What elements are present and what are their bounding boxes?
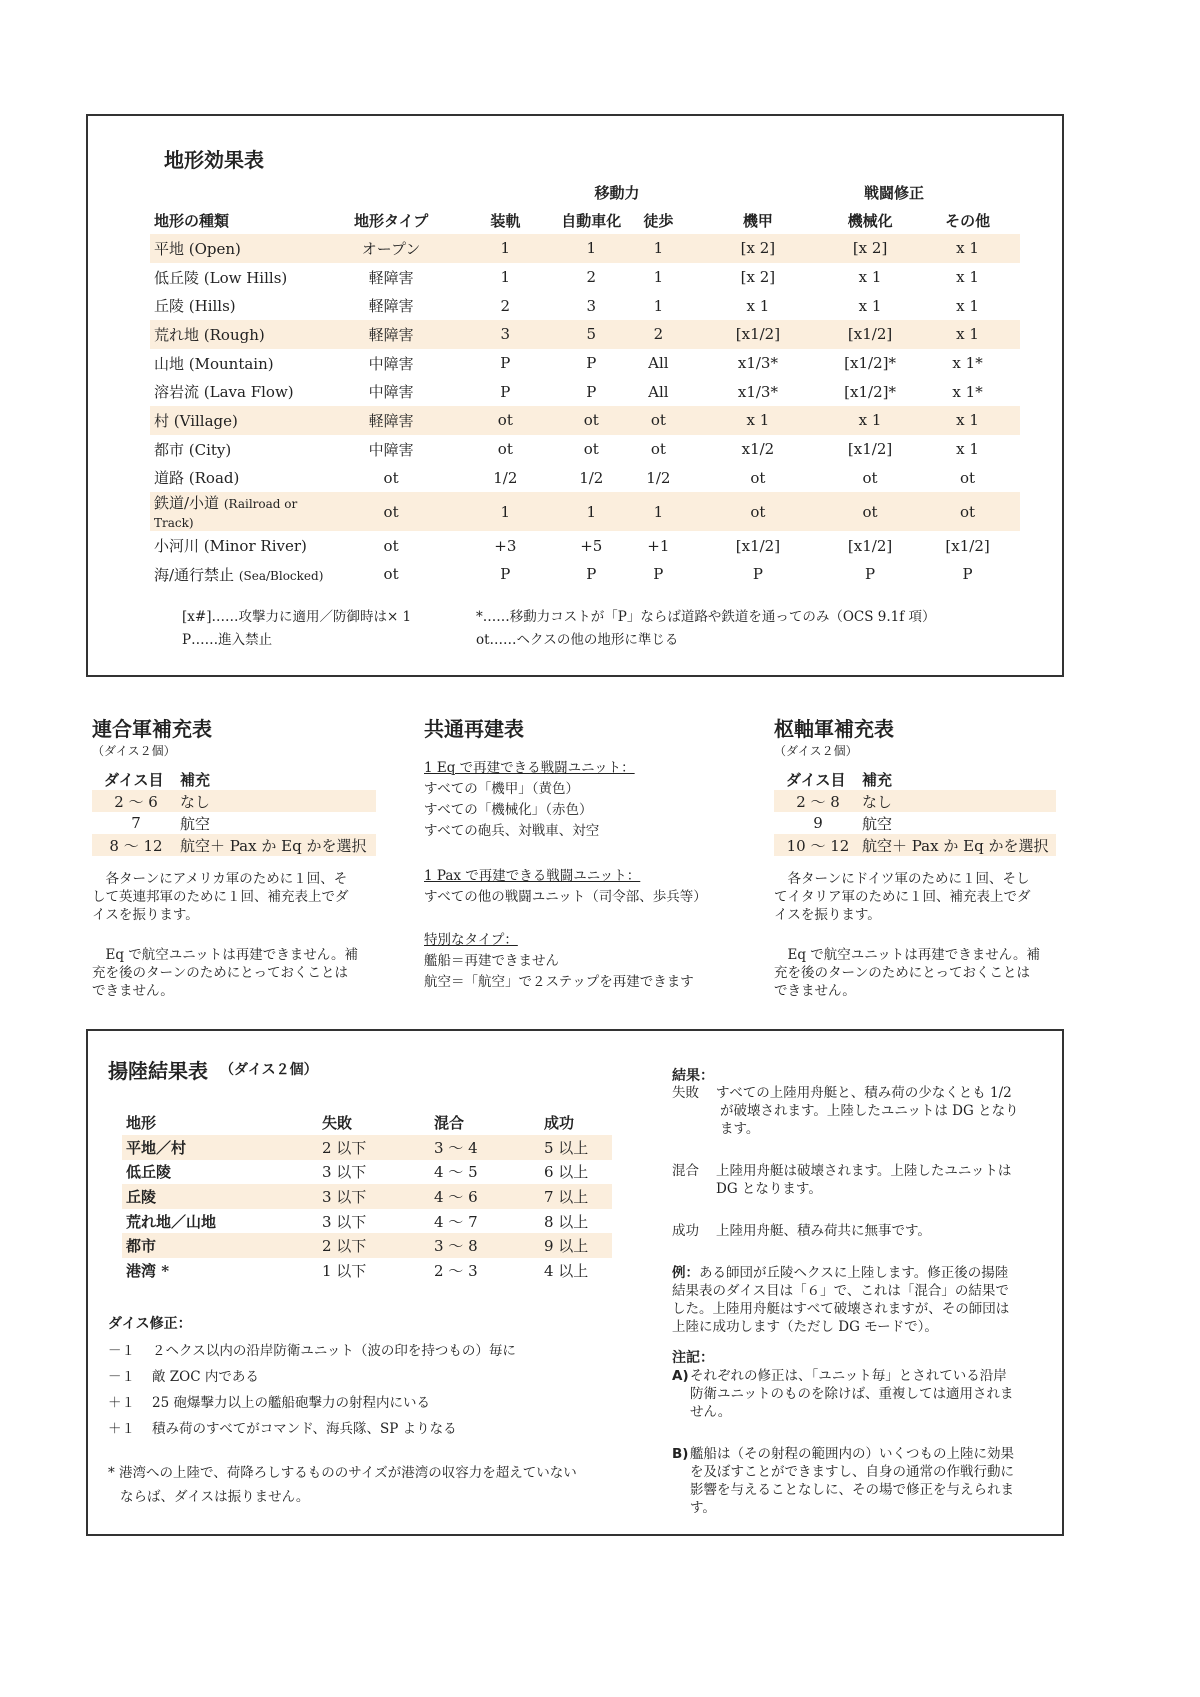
terrain-name: 平地 (Open) (154, 239, 241, 258)
table-cell: P (865, 565, 876, 584)
text-line: 各ターンにアメリカ軍のために１回、そ (105, 871, 348, 887)
table-row (150, 492, 1020, 531)
success-cell: 4 以上 (544, 1261, 589, 1280)
modifier-text: 25 砲爆撃力以上の艦船砲撃力の射程内にいる (152, 1395, 430, 1411)
text-line: それぞれの修正は、「ユニット毎」とされている沿岸 (690, 1368, 1007, 1384)
table-cell: x 1 (956, 440, 979, 459)
table-row (150, 464, 1020, 493)
table-cell: 軽障害 (368, 268, 414, 287)
table-cell: [x 2] (852, 239, 888, 258)
table-cell: オープン (361, 239, 421, 258)
result-success (672, 1222, 931, 1240)
table-cell: 2 (586, 268, 597, 287)
terrain-effects-chart (86, 114, 1064, 677)
common-eq-section (424, 758, 635, 842)
replacement-header: 補充 (180, 770, 211, 789)
text-line: して英連邦軍のために１回、補充表上でダ (92, 889, 349, 905)
modifier-text: 敵 ZOC 内である (152, 1369, 259, 1385)
text-line: せん。 (690, 1404, 732, 1420)
terrain-name: 丘陵 (Hills) (154, 297, 236, 316)
die-header: ダイス目 (786, 770, 846, 789)
text-line: できません。 (92, 983, 174, 999)
table-row (150, 291, 1020, 320)
text-line: 上陸用舟艇は破壊されます。上陸したユニットは (716, 1163, 1012, 1179)
mix-cell: 2 〜 3 (434, 1261, 478, 1280)
table-cell: 1/2 (646, 468, 671, 487)
col-header: 自動車化 (561, 211, 622, 230)
modifier-text: ２ヘクス以内の沿岸防衛ユニット（波の印を持つもの）毎に (152, 1343, 516, 1359)
col-header: 地形の種類 (154, 211, 230, 230)
table-cell: x 1* (952, 382, 983, 401)
text-line: 充を後のターンのためにとっておくことは (92, 965, 348, 981)
die-cell: 7 (131, 814, 141, 832)
table-row (122, 1233, 612, 1258)
table-cell: P (500, 354, 511, 373)
axis-paragraph-2 (774, 946, 1040, 1000)
table-row (122, 1258, 612, 1283)
special-heading: 特別なタイプ： (424, 932, 518, 948)
table-cell: x 1 (746, 411, 770, 430)
modifier-row (108, 1339, 516, 1359)
table-cell: [x1/2] (847, 440, 893, 459)
example-text: ある師団が丘陵ヘクスに上陸します。修正後の揚陸 (699, 1265, 1009, 1281)
table-cell: ot (383, 468, 399, 487)
col-header: 混合 (434, 1113, 465, 1132)
success-cell: 6 以上 (544, 1163, 589, 1182)
terrain-name (150, 492, 328, 531)
table-cell: P (752, 565, 763, 584)
table-cell: ot (583, 411, 599, 430)
mix-label: 混合 (672, 1163, 699, 1179)
success-label: 成功 (672, 1223, 699, 1239)
table-cell: x 1 (858, 296, 882, 315)
table-cell: [x1/2]* (844, 354, 896, 373)
die-cell: 8 〜 12 (109, 836, 163, 855)
text-line: 航空＝「航空」で２ステップを再建できます (424, 974, 694, 990)
table-row (150, 435, 1020, 464)
text-line: 防衛ユニットのものを除けば、重複しては適用されま (690, 1386, 1014, 1402)
table-row (150, 406, 1020, 435)
fail-cell: 3 以下 (322, 1163, 367, 1182)
table-cell: 3 (500, 325, 511, 344)
modifier-row (108, 1417, 457, 1437)
modifier-value: －１ (108, 1369, 135, 1385)
text-line: 上陸用舟艇、積み荷共に無事です。 (716, 1223, 931, 1239)
terrain-name: 道路 (Road) (154, 469, 240, 488)
text-line: 艦船＝再建できません (424, 953, 559, 969)
axis-dice-note: （ダイス２個） (774, 744, 858, 758)
port-footnote (108, 1461, 577, 1509)
axis-replacement-title: 枢軸軍補充表 (774, 717, 894, 741)
footnote-ot: ot……ヘクスの他の地形に準じる (476, 632, 679, 648)
allied-replacement-table (92, 768, 376, 856)
text-line: すべての他の戦闘ユニット（司令部、歩兵等） (424, 889, 707, 905)
col-header: 機械化 (847, 211, 893, 230)
fail-cell: 1 以下 (322, 1261, 367, 1280)
col-header: 地形 (126, 1113, 157, 1132)
text-line: * 港湾への上陸で、荷降ろしするもののサイズが港湾の収容力を超えていない (108, 1465, 577, 1481)
table-row (122, 1160, 612, 1185)
terrain-cell: 都市 (126, 1237, 157, 1256)
die-cell: 2 〜 6 (114, 792, 158, 811)
modifier-row (108, 1391, 430, 1411)
table-cell: x 1 (746, 296, 770, 315)
result-cell: 航空 (862, 814, 893, 833)
terrain-cell: 平地／村 (126, 1138, 187, 1157)
table-cell: 3 (586, 296, 597, 315)
table-cell: ot (960, 502, 976, 521)
die-header: ダイス目 (104, 770, 164, 789)
table-cell: P (962, 565, 973, 584)
result-fail (672, 1084, 1019, 1138)
table-cell: +1 (647, 536, 670, 555)
table-cell: 1 (586, 239, 597, 258)
terrain-name: 溶岩流 (Lava Flow) (154, 383, 294, 402)
text-line: Eq で航空ユニットは再建できません。補 (787, 947, 1041, 963)
table-cell: P (586, 382, 597, 401)
terrain-header-row (150, 206, 1020, 234)
text-line: 影響を与えることなしに、その場で修正を与えられま (690, 1482, 1014, 1498)
table-cell: ot (650, 411, 666, 430)
table-row (774, 790, 1056, 812)
results-title: 結果： (672, 1068, 714, 1084)
text-line: できません。 (774, 983, 856, 999)
table-row (92, 834, 376, 856)
common-special-section (424, 930, 694, 993)
eq-heading: 1 Eq で再建できる戦闘ユニット： (424, 760, 635, 776)
table-row (122, 1135, 612, 1160)
landing-title: 揚陸結果表 (108, 1059, 208, 1083)
terrain-name-main: 鉄道/小道 (154, 494, 220, 513)
movement-group-header: 移動力 (594, 184, 640, 202)
table-cell: P (500, 565, 511, 584)
text-line: イスを振ります。 (774, 907, 881, 923)
table-cell: 2 (653, 325, 664, 344)
table-cell: 軽障害 (368, 325, 414, 344)
combat-group-header: 戦闘修正 (863, 184, 924, 202)
result-cell: 航空 (180, 814, 211, 833)
col-header: 地形タイプ (353, 211, 429, 230)
table-cell: [x1/2] (735, 536, 781, 555)
table-cell: x1/3* (737, 354, 778, 373)
terrain-name-english: (Sea/Blocked) (238, 568, 324, 583)
text-line: てイタリア軍のために１回、補充表上でダ (774, 889, 1031, 905)
mix-cell: 3 〜 8 (434, 1237, 478, 1256)
common-rebuild-title: 共通再建表 (424, 717, 524, 741)
table-cell: 中障害 (368, 383, 414, 402)
footnote-p: P……進入禁止 (182, 632, 273, 648)
terrain-name: 低丘陵 (Low Hills) (154, 268, 288, 287)
table-cell: x 1 (858, 268, 882, 287)
terrain-cell: 丘陵 (126, 1187, 157, 1206)
success-cell: 9 以上 (544, 1237, 589, 1256)
table-cell: 1 (653, 268, 664, 287)
fail-cell: 2 以下 (322, 1237, 367, 1256)
table-cell: [x1/2] (945, 536, 990, 555)
text-line: 充を後のターンのためにとっておくことは (774, 965, 1030, 981)
mix-cell: 4 〜 5 (434, 1163, 478, 1182)
example-label: 例： (672, 1265, 699, 1281)
success-cell: 7 以上 (544, 1187, 589, 1206)
table-row (150, 320, 1020, 349)
terrain-cell: 港湾 * (126, 1261, 170, 1280)
text-line: すべての上陸用舟艇と、積み荷の少なくとも 1/2 (716, 1085, 1012, 1101)
text-line: イスを振ります。 (92, 907, 199, 923)
example-paragraph (672, 1264, 1044, 1336)
footnote-star: *……移動力コストが「P」ならば道路や鉄道を通ってのみ（OCS 9.1f 項） (476, 609, 936, 625)
result-cell: 航空＋ Pax か Eq かを選択 (862, 836, 1049, 855)
result-cell: なし (180, 792, 211, 811)
table-row (150, 263, 1020, 292)
fail-cell: 3 以下 (322, 1212, 367, 1231)
note-a-label: A) (672, 1368, 689, 1384)
landing-table (122, 1109, 612, 1283)
table-row (150, 531, 1020, 560)
col-header: 成功 (544, 1113, 575, 1132)
table-cell: x 1 (956, 239, 979, 258)
axis-paragraph-1 (774, 870, 1031, 924)
allied-replacement-title: 連合軍補充表 (92, 717, 212, 741)
footnote-xhash: [x#]……攻撃力に適用／防御時は× 1 (182, 609, 412, 625)
note-a-text (690, 1367, 1013, 1421)
mix-cell: 3 〜 4 (434, 1138, 478, 1157)
col-header: 機甲 (742, 211, 773, 230)
table-row (774, 834, 1056, 856)
text-line (672, 1264, 1044, 1282)
allied-dice-note: （ダイス２個） (92, 744, 176, 758)
col-header: 徒歩 (643, 211, 674, 230)
table-header-row (92, 768, 376, 790)
table-cell: [x 2] (740, 268, 776, 287)
result-cell: 航空＋ Pax か Eq かを選択 (180, 836, 367, 855)
note-b-label: B) (672, 1446, 689, 1462)
table-cell: 2 (500, 296, 511, 315)
text-line: 結果表のダイス目は「６」で、これは「混合」の結果で (672, 1283, 1009, 1299)
text-line: ます。 (720, 1121, 760, 1137)
terrain-cell: 低丘陵 (126, 1163, 172, 1182)
table-cell: ot (862, 502, 878, 521)
table-cell: ot (497, 411, 513, 430)
terrain-name: 村 (Village) (154, 411, 238, 430)
table-row (122, 1209, 612, 1234)
table-cell: 中障害 (368, 354, 414, 373)
mix-text (716, 1162, 1011, 1198)
landing-dice-note: （ダイス２個） (220, 1062, 318, 1078)
table-cell: 1 (500, 268, 511, 287)
table-cell: 1 (586, 502, 597, 521)
text-line: 上陸に成功します（ただし DG モードで）。 (672, 1319, 938, 1335)
fail-cell: 2 以下 (322, 1138, 367, 1157)
die-cell: 10 〜 12 (786, 836, 850, 855)
text-line: Eq で航空ユニットは再建できません。補 (105, 947, 359, 963)
table-cell: [x 2] (740, 239, 776, 258)
note-b (672, 1445, 1014, 1517)
fail-text (716, 1084, 1019, 1138)
replacement-header: 補充 (862, 770, 893, 789)
modifier-value: －１ (108, 1343, 135, 1359)
terrain-name: 都市 (City) (154, 440, 232, 459)
allied-paragraph-2 (92, 946, 358, 1000)
table-cell: x 1 (956, 296, 979, 315)
note-a (672, 1367, 1013, 1421)
table-cell: x 1* (952, 354, 983, 373)
table-cell: P (586, 565, 597, 584)
terrain-name (150, 560, 328, 589)
table-header-row (122, 1109, 612, 1135)
terrain-name-english: (Railroad or Track) (154, 497, 298, 531)
table-cell: [x1/2] (735, 325, 781, 344)
table-cell: P (653, 565, 664, 584)
table-row (150, 234, 1020, 263)
table-cell: x 1 (956, 411, 979, 430)
table-cell: x1/3* (737, 382, 778, 401)
terrain-table (150, 206, 1020, 589)
table-cell: x 1 (956, 268, 979, 287)
table-cell: 1 (653, 502, 664, 521)
table-cell: ot (583, 440, 599, 459)
table-cell: [x1/2] (847, 536, 893, 555)
text-line: すべての砲兵、対戦車、対空 (424, 823, 600, 839)
table-header-row (774, 768, 1056, 790)
table-cell: All (648, 382, 669, 401)
terrain-name: 小河川 (Minor River) (154, 537, 307, 556)
table-cell: ot (862, 468, 878, 487)
table-cell: 1 (653, 296, 664, 315)
terrain-name: 山地 (Mountain) (154, 354, 274, 373)
common-pax-section (424, 866, 707, 908)
die-cell: 9 (813, 814, 823, 832)
table-cell: 1/2 (579, 468, 604, 487)
text-line: を及ぼすことができますし、自身の通常の作戦行動に (690, 1464, 1014, 1480)
table-cell: P (500, 382, 511, 401)
table-row (774, 812, 1056, 834)
table-row (122, 1184, 612, 1209)
table-cell: [x1/2] (847, 325, 893, 344)
text-line: が破壊されます。上陸したユニットは DG となり (720, 1103, 1019, 1119)
allied-paragraph-1 (92, 870, 349, 924)
table-cell: 中障害 (368, 440, 414, 459)
table-cell: 1 (653, 239, 664, 258)
notes-title: 注記： (672, 1350, 714, 1366)
text-line: す。 (690, 1500, 716, 1516)
col-header: その他 (945, 211, 991, 230)
table-cell: All (648, 354, 669, 373)
table-cell: 軽障害 (368, 297, 414, 316)
result-mix (672, 1162, 1011, 1198)
result-cell: なし (862, 792, 893, 811)
pax-heading: 1 Pax で再建できる戦闘ユニット： (424, 868, 641, 884)
table-cell: P (586, 354, 597, 373)
modifier-text: 積み荷のすべてがコマンド、海兵隊、SP よりなる (152, 1421, 457, 1437)
mix-cell: 4 〜 6 (434, 1187, 478, 1206)
table-cell: x1/2 (741, 440, 775, 459)
text-line: した。上陸用舟艇はすべて破壊されますが、その師団は (672, 1301, 1010, 1317)
table-cell: ot (750, 502, 766, 521)
die-modifier-title: ダイス修正： (108, 1316, 192, 1332)
table-cell: ot (750, 468, 766, 487)
table-cell: x 1 (858, 411, 882, 430)
fail-label: 失敗 (672, 1085, 699, 1101)
landing-results-chart (86, 1029, 1064, 1536)
axis-replacement-table (774, 768, 1056, 856)
terrain-name-main: 海/通行禁止 (154, 565, 235, 584)
col-header: 失敗 (322, 1113, 353, 1132)
table-row (150, 349, 1020, 378)
table-cell: +5 (580, 536, 603, 555)
table-cell: ot (383, 502, 399, 521)
text-line: ならば、ダイスは振りません。 (120, 1489, 310, 1505)
success-cell: 5 以上 (544, 1138, 589, 1157)
table-cell: ot (383, 536, 399, 555)
table-cell: ot (650, 440, 666, 459)
table-cell: ot (383, 565, 399, 584)
text-line: すべての「機甲」（黄色） (424, 781, 579, 797)
table-cell: [x1/2]* (844, 382, 896, 401)
table-cell: ot (497, 440, 513, 459)
modifier-value: ＋１ (108, 1421, 135, 1437)
table-cell: 軽障害 (368, 411, 414, 430)
terrain-name: 荒れ地 (Rough) (154, 325, 265, 344)
table-cell: x 1 (956, 325, 979, 344)
table-cell: ot (960, 468, 976, 487)
die-cell: 2 〜 8 (796, 792, 840, 811)
terrain-chart-title: 地形効果表 (164, 148, 264, 172)
modifier-row (108, 1365, 259, 1385)
terrain-cell: 荒れ地／山地 (126, 1212, 217, 1231)
table-cell: 1 (500, 239, 511, 258)
text-line: すべての「機械化」（赤色） (424, 802, 593, 818)
table-cell: 1 (500, 502, 511, 521)
text-line: DG となります。 (716, 1181, 822, 1197)
table-cell: 1/2 (493, 468, 518, 487)
table-cell: 5 (586, 325, 597, 344)
table-row (150, 377, 1020, 406)
text-line: 各ターンにドイツ軍のために１回、そし (787, 871, 1030, 887)
success-cell: 8 以上 (544, 1212, 589, 1231)
table-row (92, 812, 376, 834)
table-row (150, 560, 1020, 589)
modifier-value: ＋１ (108, 1395, 135, 1411)
table-cell: +3 (494, 536, 517, 555)
note-b-text (690, 1445, 1014, 1517)
table-row (92, 790, 376, 812)
col-header: 装軌 (490, 211, 521, 230)
mix-cell: 4 〜 7 (434, 1212, 478, 1231)
text-line: 艦船は（その射程の範囲内の）いくつもの上陸に効果 (690, 1446, 1014, 1462)
fail-cell: 3 以下 (322, 1187, 367, 1206)
